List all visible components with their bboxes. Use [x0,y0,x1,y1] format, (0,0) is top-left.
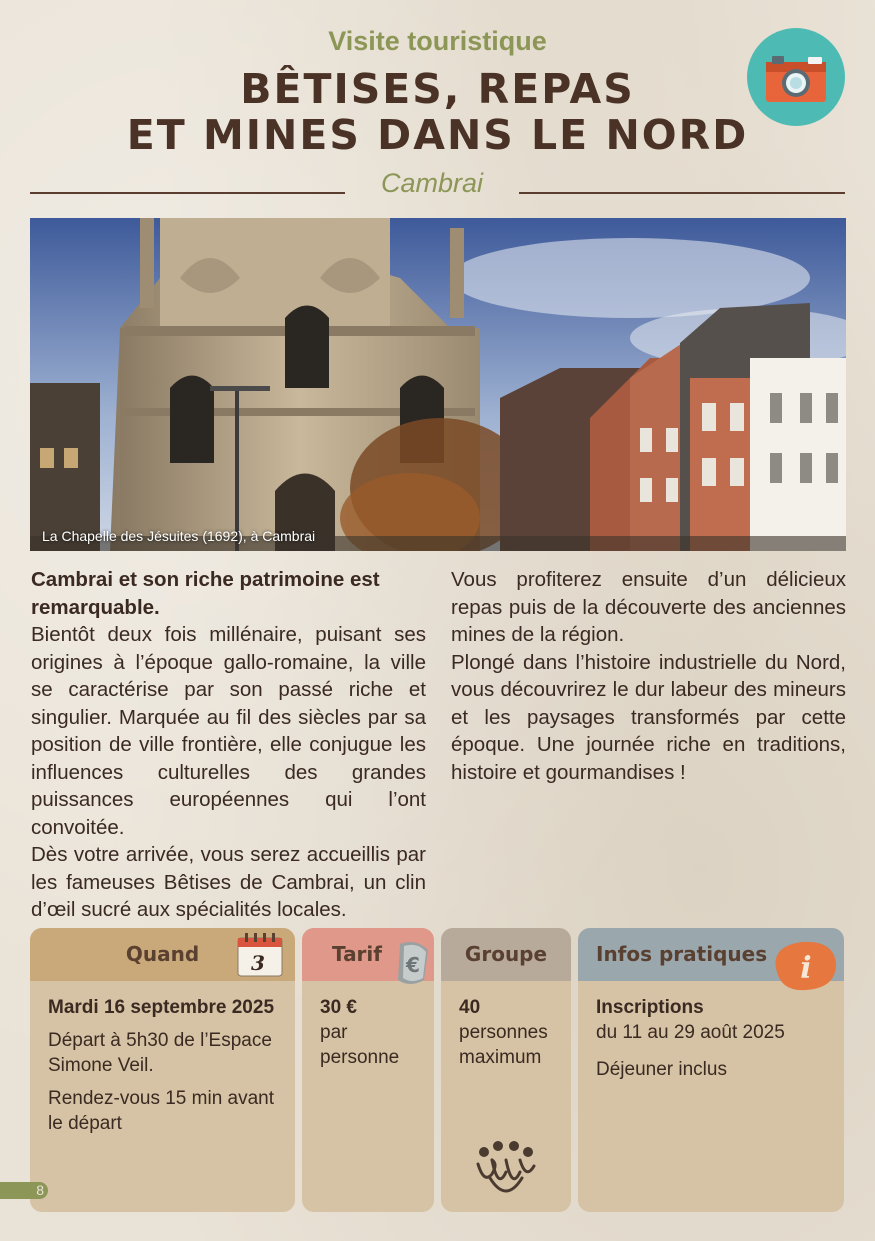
meeting-info: Rendez-vous 15 min avant le départ [48,1088,275,1134]
page-number: 8 [36,1182,44,1198]
price-value: 30 € [320,997,357,1018]
price-unit: par personne [320,1022,400,1068]
camera-icon [764,52,828,104]
card-tarif-title: Tarif [302,928,434,981]
calendar-day: 3 [251,951,265,975]
group-count: 40 [459,997,481,1018]
departure-info: Départ à 5h30 de l’Espace Simone Veil. [48,1030,272,1076]
svg-text:€: € [406,953,420,977]
inscriptions-label: Inscriptions [596,997,704,1018]
subtitle: Cambrai [380,168,484,198]
card-quand-title: Quand [30,928,295,981]
card-quand-body [30,981,295,1136]
article-column-right [451,566,846,786]
title-rule-left [30,192,345,194]
card-infos-title: Infos pratiques [578,928,844,981]
article-column-left [31,566,426,924]
hero-photo [30,218,846,551]
article-paragraph-2: Dès votre arrivée, vous serez accueillis par les fameuses Bêtises de Cambrai, un clin d’œil sucré aux spécialités locales. [31,843,426,921]
euro-icon [392,940,432,986]
info-letter: i [800,951,812,986]
page-number-tab [0,1182,48,1199]
info-icon [770,938,838,992]
photo-caption: La Chapelle des Jésuites (1692), à Cambrai [42,528,316,544]
group-icon [470,1138,542,1200]
title-line-2: ET MINES DANS LE NORD [126,111,749,159]
group-unit: personnes maximum [459,1022,548,1068]
title-line-1: BÊTISES, REPAS [240,65,635,113]
page-title [0,66,875,158]
article-lead: Cambrai et son riche patrimoine est remarquable. [31,568,380,619]
camera-badge [747,28,845,126]
article-paragraph-4: Plongé dans l’histoire industrielle du Nord, vous découvrirez le dur labeur des mineurs et les paysages transformés par cette époque. Une journée riche en traditions, histoire et gourmandises ! [451,650,846,784]
lunch-note: Déjeuner inclus [596,1059,727,1080]
kicker: Visite touristique [328,26,547,56]
card-tarif-body [302,981,434,1070]
card-infos-body [578,981,844,1082]
article-paragraph-3: Vous profiterez ensuite d’un délicieux repas puis de la découverte des anciennes mines de la région. [451,568,846,646]
title-rule-right [519,192,845,194]
chapel-illustration [30,218,846,551]
article-paragraph-1: Bientôt deux fois millénaire, puisant ses origines à l’époque gallo-romaine, la ville se caractérise par son passé riche et singulier. Marquée au fil des siècles par sa position de ville frontière, elle conjugue les influences culturelles des grandes puissances européennes qui l’ont convoitée. [31,623,426,839]
card-groupe-title: Groupe [441,928,571,981]
event-date: Mardi 16 septembre 2025 [48,997,275,1018]
card-groupe-body [441,981,571,1070]
inscriptions-dates: du 11 au 29 août 2025 [596,1022,785,1043]
calendar-icon [236,930,284,978]
